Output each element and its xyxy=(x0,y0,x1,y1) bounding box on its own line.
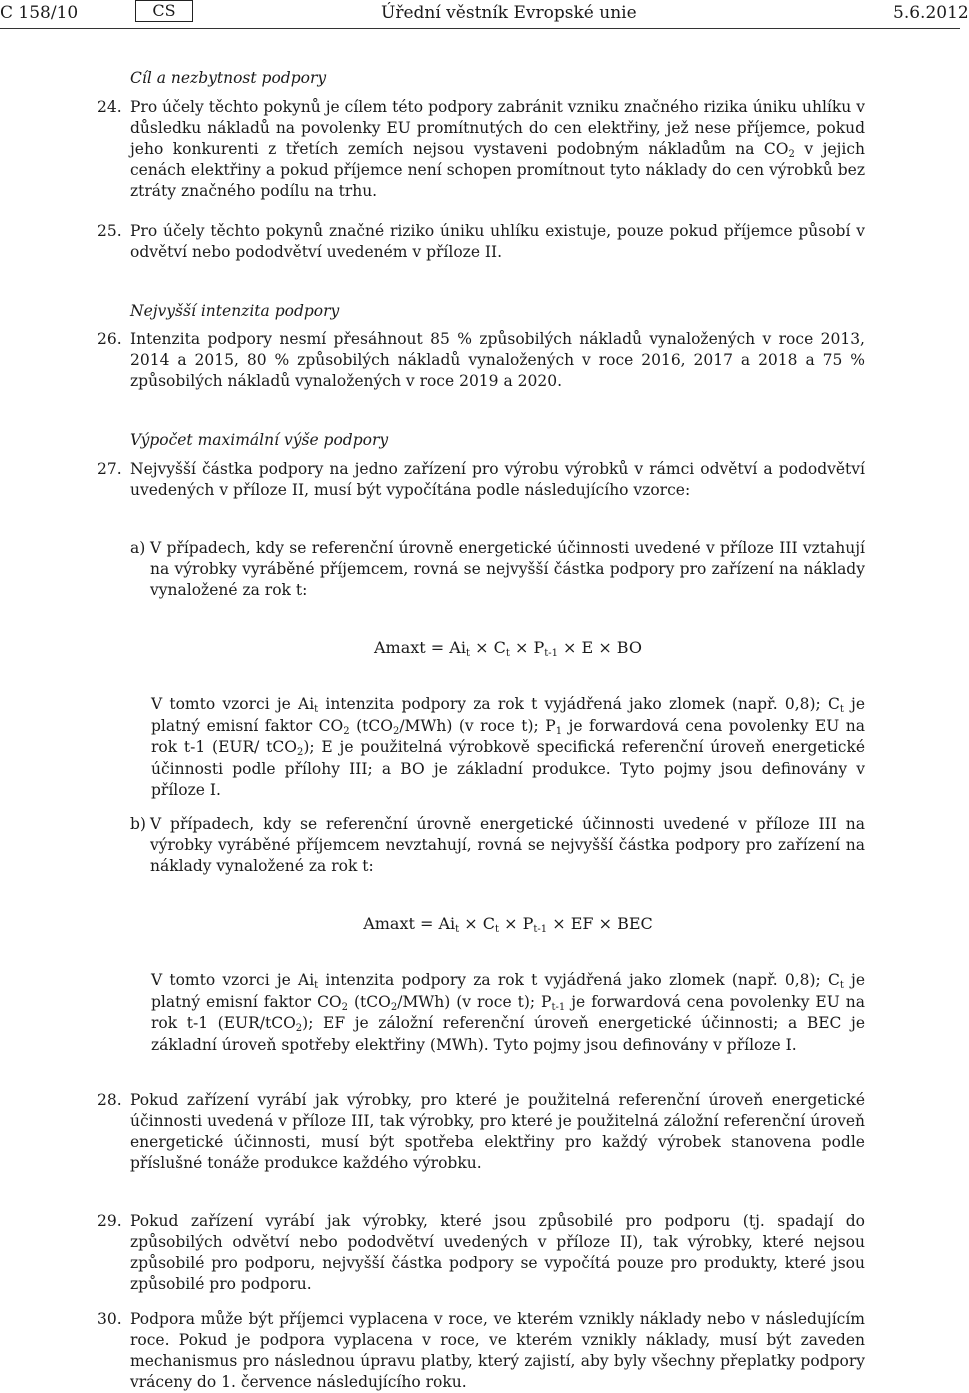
paragraph-28 xyxy=(97,1090,865,1174)
subparagraph-text: V případech, kdy se referenční úrovně energetické účinnosti uvedené v příloze III vztahují na výrobky vyráběné příjemcem, rovná se nejvyšší částka podpory pro zařízení na náklady vynaložené za rok t: xyxy=(150,539,865,599)
formula-b-explanation: V tomto vzorci je $Ai_t$ intenzita podpory za rok t vyjádřená jako zlomek (např. 0,8); $C_t$ je platný emisní faktor $CO_2$ (tCO$_2$/MWh) (v roce t); $P_{t-1}$ je forwardová cena povolenky EU na rok t-1 (EUR/tCO$_2$); EF je záložní referenční úroveň energetické účinnosti; a BEC je základní úroveň spotřeby elektřiny (MWh). Tyto pojmy jsou definovány v příloze I. xyxy=(151,971,866,1054)
paragraph-text: Nejvyšší částka podpory na jedno zařízení pro výrobu výrobků v rámci odvětví a pododvětví uvedených v příloze II, musí být vypočítána podle následujícího vzorce: xyxy=(130,460,865,499)
subparagraph-a xyxy=(130,538,865,601)
paragraph-number: 29. xyxy=(97,1212,122,1230)
paragraph-text: Pro účely těchto pokynů značné riziko úniku uhlíku existuje, pouze pokud příjemce působí v odvětví nebo pododvětví uvedeném v příloze II. xyxy=(130,222,865,261)
journal-title: Úřední věstník Evropské unie xyxy=(381,3,637,23)
section-heading-max-intensity: Nejvyšší intenzita podpory xyxy=(130,302,340,320)
formula-a: $Amaxt = Ai_t \times C_t \times P_{t-1} \times E$ × BO xyxy=(374,638,642,659)
subparagraph-text: V případech, kdy se referenční úrovně energetické účinnosti uvedené v příloze III na výrobky vyráběné příjemcem nevztahují, rovná se nejvyšší částka podpory pro zařízení na náklady vynaložené za rok t: xyxy=(150,815,865,875)
paragraph-number: 28. xyxy=(97,1091,122,1109)
paragraph-text: Pokud zařízení vyrábí jak výrobky, pro které je použitelná referenční úroveň energetické účinnosti uvedená v příloze III, tak výrobky, pro které je použitelná záložní referenční úroveň energetické účinnosti, musí být spotřeba elektřiny pro každý výrobek stanovena podle příslušné tonáže produkce každého výrobku. xyxy=(130,1091,865,1172)
paragraph-number: 24. xyxy=(97,98,122,116)
paragraph-text: Podpora může být příjemci vyplacena v roce, ve kterém vznikly náklady nebo v následujícím roce. Pokud je podpora vyplacena v roce, ve kterém vznikly náklady, musí být zaveden mechanismus pro následnou úpravu platby, který zajistí, aby byly všechny přeplatky podpory vráceny do 1. července následujícího roku. xyxy=(130,1310,865,1391)
paragraph-text: Intenzita podpory nesmí přesáhnout 85 % způsobilých nákladů vynaložených v roce 2013, 2014 a 2015, 80 % způsobilých nákladů vynaložených v roce 2016, 2017 a 2018 a 75 % způsobilých nákladů vynaložených v roce 2019 a 2020. xyxy=(130,330,865,390)
header-divider xyxy=(0,28,960,29)
section-heading-calculation: Výpočet maximální výše podpory xyxy=(130,431,389,449)
paragraph-30 xyxy=(97,1309,865,1393)
formula-b: $Amaxt = Ai_t \times C_t \times P_{t-1}$ × EF × BEC xyxy=(363,914,653,935)
paragraph-number: 26. xyxy=(97,330,122,348)
paragraph-number: 30. xyxy=(97,1310,122,1328)
publication-date: 5.6.2012 xyxy=(893,3,969,23)
paragraph-27 xyxy=(97,459,865,501)
section-heading-aim: Cíl a nezbytnost podpory xyxy=(130,69,327,87)
page-reference: C 158/10 xyxy=(0,3,79,23)
paragraph-text: Pro účely těchto pokynů je cílem této podpory zabránit vzniku značného rizika úniku uhlíku v důsledku nákladů na povolenky EU promítnutých do cen elektřiny, jež nese příjemce, pokud jeho konkurenti z třetích zemích nejsou vystaveni podobným nákladům na $CO_2$ v jejich cenách elektřiny a pokud příjemce není schopen promítnout tyto náklady do cen výrobků bez ztráty značného podílu na trhu. xyxy=(130,98,865,200)
paragraph-24 xyxy=(97,97,865,202)
formula-a-explanation: V tomto vzorci je $Ai_t$ intenzita podpory za rok t vyjádřená jako zlomek (např. 0,8); $C_t$ je platný emisní faktor $CO_2$ (tCO$_2$/MWh) (v roce t); $P_1$ je forwardová cena povolenky EU na rok t-1 (EUR/ tCO$_2$); E je použitelná výrobkově specifická referenční úroveň energetické účinnosti podle přílohy III; a BO je základní produkce. Tyto pojmy jsou definovány v příloze I. xyxy=(151,695,866,799)
paragraph-26 xyxy=(97,329,865,392)
subparagraph-b xyxy=(130,814,865,877)
paragraph-number: 27. xyxy=(97,460,122,478)
language-badge: CS xyxy=(135,0,193,22)
paragraph-number: 25. xyxy=(97,222,122,240)
paragraph-25 xyxy=(97,221,865,263)
subparagraph-label: a) xyxy=(130,539,146,557)
paragraph-text: Pokud zařízení vyrábí jak výrobky, které jsou způsobilé pro podporu (tj. spadají do způsobilých odvětví nebo pododvětví uvedených v příloze II), tak výrobky, které nejsou způsobilé pro podporu, nejvyšší částka podpory se vypočítá pouze pro produkty, které jsou způsobilé pro podporu. xyxy=(130,1212,865,1293)
paragraph-29 xyxy=(97,1211,865,1295)
subparagraph-label: b) xyxy=(130,815,146,833)
